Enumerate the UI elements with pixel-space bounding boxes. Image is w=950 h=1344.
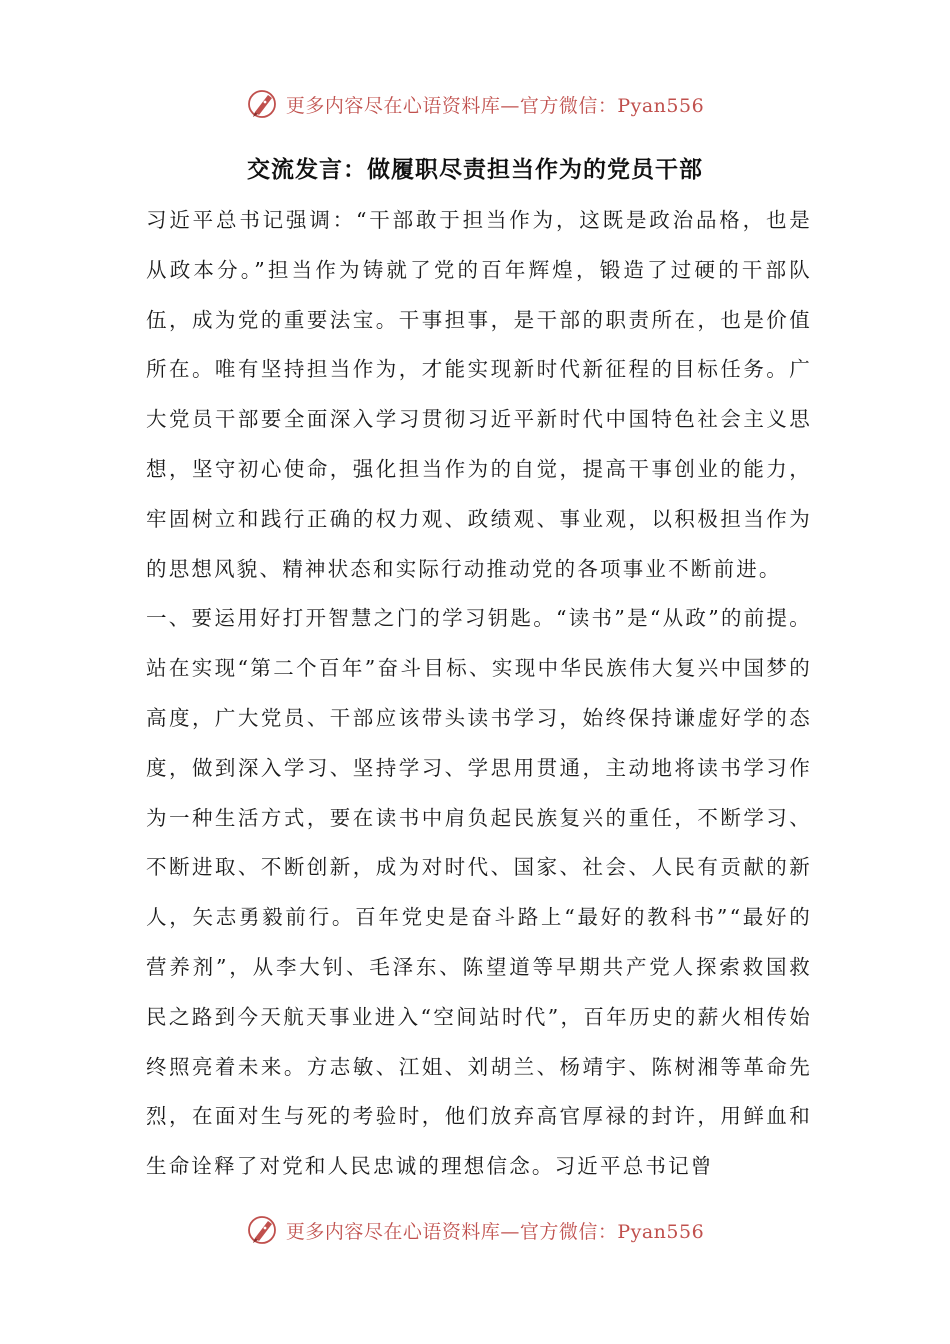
- header-banner: [0, 84, 950, 124]
- paragraph: 一、要运用好打开智慧之门的学习钥匙。“读书”是“从政”的前提。站在实现“第二个百年”奋斗目标、实现中华民族伟大复兴中国梦的高度，广大党员、干部应该带头读书学习，始终保持谦虚好学的态度，做到深入学习、坚持学习、学思用贯通，主动地将读书学习作为一种生活方式，要在读书中肩负起民族复兴的重任，不断学习、不断进取、不断创新，成为对时代、国家、社会、人民有贡献的新人，矢志勇毅前行。百年党史是奋斗路上“最好的教科书”“最好的营养剂”，从李大钊、毛泽东、陈望道等早期共产党人探索救国救民之路到今天航天事业进入“空间站时代”，百年历史的薪火相传始终照亮着未来。方志敏、江姐、刘胡兰、杨靖宇、陈树湘等革命先烈，在面对生与死的考验时，他们放弃高官厚禄的封许，用鲜血和生命诠释了对党和人民忠诚的理想信念。习近平总书记曾: [146, 606, 812, 1179]
- paragraph: 习近平总书记强调：“干部敢于担当作为，这既是政治品格，也是从政本分。”担当作为铸就了党的百年辉煌，锻造了过硬的干部队伍，成为党的重要法宝。干事担事，是干部的职责所在，也是价值所在。唯有坚持担当作为，才能实现新时代新征程的目标任务。广大党员干部要全面深入学习贯彻习近平新时代中国特色社会主义思想，坚守初心使命，强化担当作为的自觉，提高干事创业的能力，牢固树立和践行正确的权力观、政绩观、事业观，以积极担当作为的思想风貌、精神状态和实际行动推动党的各项事业不断前进。: [146, 208, 812, 581]
- document-body: [146, 196, 812, 1192]
- footer-banner: [0, 1210, 950, 1250]
- pen-nib-logo-icon: [246, 87, 280, 121]
- footer-banner-text: 更多内容尽在心语资料库—官方微信：Pyan556: [285, 1220, 705, 1243]
- pen-nib-logo-icon: [246, 1213, 280, 1247]
- document-title: 交流发言：做履职尽责担当作为的党员干部: [247, 157, 703, 183]
- header-banner-text: 更多内容尽在心语资料库—官方微信：Pyan556: [285, 94, 705, 117]
